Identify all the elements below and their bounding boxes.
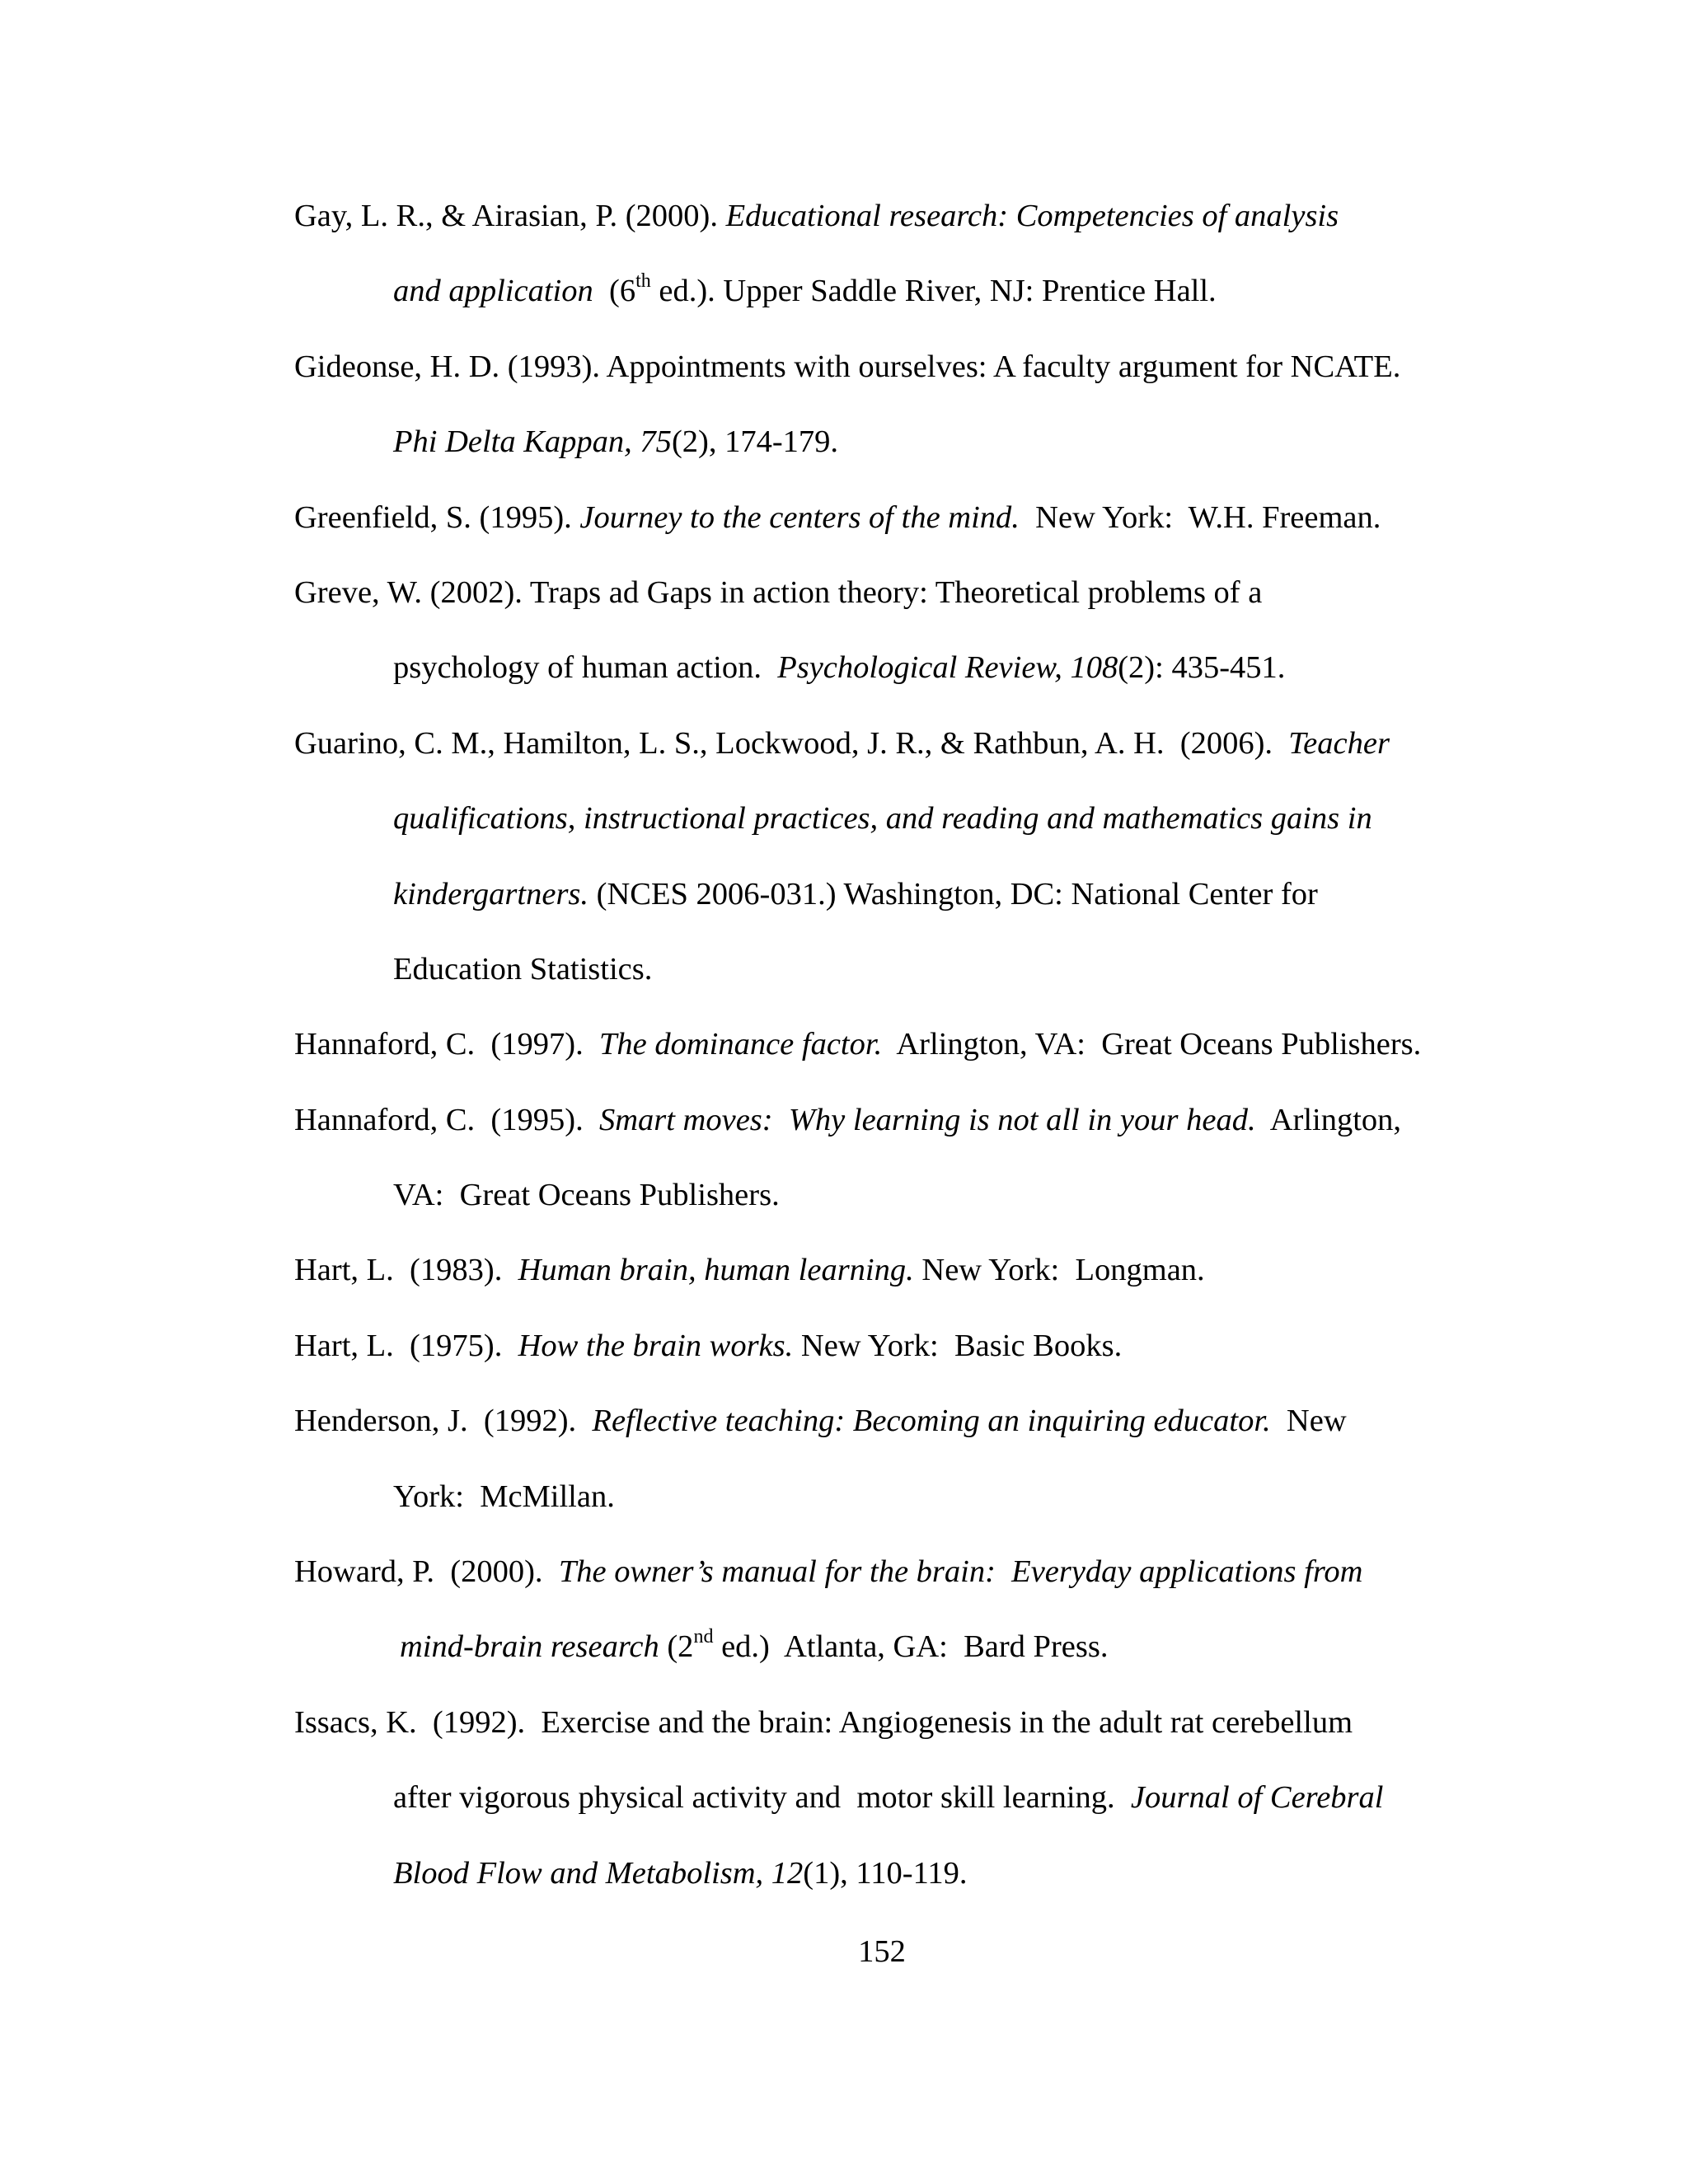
- reference-author: Hannaford, C. (1995).: [294, 1102, 599, 1137]
- reference-publisher: ed.) Atlanta, GA: Bard Press.: [713, 1629, 1109, 1665]
- reference-author: Henderson, J. (1992).: [294, 1404, 593, 1439]
- reference-edition: (2: [659, 1629, 694, 1665]
- reference-title: Reflective teaching: Becoming an inquiring educator.: [592, 1404, 1271, 1439]
- reference-publisher: Arlington,: [1255, 1102, 1402, 1137]
- reference-line: [294, 194, 1481, 269]
- reference-title: Journey to the centers of the mind.: [579, 499, 1020, 535]
- reference-journal: Blood Flow and Metabolism, 12: [393, 1855, 804, 1891]
- reference-pages: (1), 110-119.: [803, 1855, 968, 1891]
- reference-publisher: ed.). Upper Saddle River, NJ: Prentice Hall.: [650, 274, 1217, 309]
- reference-title: Human brain, human learning.: [518, 1253, 914, 1288]
- reference-line: [294, 345, 1481, 420]
- reference-text: Greve, W. (2002). Traps ad Gaps in action theory: Theoretical problems of a: [294, 574, 1263, 610]
- reference-pages: (2), 174-179.: [671, 424, 839, 460]
- reference-hart-1975: [294, 1324, 1481, 1399]
- reference-hannaford-1997: [294, 1023, 1481, 1098]
- reference-line: [294, 1475, 1481, 1550]
- reference-publisher: Education Statistics.: [393, 951, 653, 987]
- superscript: th: [635, 269, 651, 292]
- reference-title: psychology of human action.: [393, 650, 778, 686]
- reference-pages: (2): 435-451.: [1118, 650, 1286, 686]
- reference-gay: [294, 194, 1481, 345]
- reference-text: Gideonse, H. D. (1993). Appointments with ourselves: A faculty argument for NCATE.: [294, 349, 1401, 384]
- reference-line: [294, 1701, 1481, 1776]
- reference-publisher: New York: W.H. Freeman.: [1019, 499, 1381, 535]
- reference-title: The dominance factor.: [598, 1027, 883, 1062]
- reference-text: Issacs, K. (1992). Exercise and the brain: Angiogenesis in the adult rat cerebellum: [294, 1704, 1353, 1740]
- reference-title: Teacher: [1288, 725, 1390, 761]
- reference-publisher: (NCES 2006-031.) Washington, DC: National Center for: [588, 876, 1318, 912]
- reference-publisher: York: McMillan.: [393, 1479, 615, 1514]
- reference-line: [294, 1324, 1481, 1399]
- reference-author: Greenfield, S. (1995).: [294, 499, 580, 535]
- reference-title: How the brain works.: [518, 1328, 794, 1363]
- reference-line: [294, 1625, 1481, 1700]
- reference-line: [294, 722, 1481, 797]
- reference-line: [294, 1099, 1481, 1174]
- reference-author: Hannaford, C. (1997).: [294, 1027, 599, 1062]
- reference-title: kindergartners.: [393, 876, 589, 912]
- reference-howard: [294, 1550, 1481, 1701]
- reference-guarino: [294, 722, 1481, 1024]
- reference-line: [294, 873, 1481, 948]
- reference-hannaford-1995: [294, 1099, 1481, 1249]
- reference-line: [294, 420, 1481, 495]
- reference-line: [294, 797, 1481, 872]
- reference-author: Gay, L. R., & Airasian, P. (2000).: [294, 199, 726, 233]
- reference-line: [294, 1249, 1481, 1324]
- reference-issacs: [294, 1701, 1481, 1927]
- reference-title: Educational research: Competencies of analysis: [725, 199, 1339, 233]
- reference-title: qualifications, instructional practices, and reading and mathematics gains in: [393, 801, 1372, 837]
- reference-title: after vigorous physical activity and motor skill learning.: [393, 1780, 1131, 1816]
- reference-journal: Journal of Cerebral: [1130, 1780, 1384, 1816]
- reference-publisher: New York: Longman.: [913, 1253, 1205, 1288]
- reference-title: Smart moves: Why learning is not all in your head.: [598, 1102, 1256, 1137]
- reference-title: and application: [393, 274, 593, 309]
- reference-line: [294, 571, 1481, 646]
- reference-line: [294, 496, 1481, 571]
- reference-author: Howard, P. (2000).: [294, 1554, 559, 1590]
- reference-author: Hart, L. (1975).: [294, 1328, 518, 1363]
- reference-hart-1983: [294, 1249, 1481, 1324]
- reference-henderson: [294, 1399, 1481, 1550]
- reference-list: [294, 194, 1481, 1927]
- reference-line: [294, 1550, 1481, 1625]
- reference-line: [294, 269, 1481, 344]
- page-number: 152: [858, 1934, 906, 1969]
- reference-publisher: VA: Great Oceans Publishers.: [393, 1178, 780, 1213]
- reference-publisher: New York: Basic Books.: [793, 1328, 1123, 1363]
- reference-gideonse: [294, 345, 1481, 496]
- reference-journal: Psychological Review, 108: [777, 650, 1118, 686]
- reference-title: mind-brain research: [400, 1629, 659, 1665]
- reference-greve: [294, 571, 1481, 722]
- superscript: nd: [693, 1625, 714, 1647]
- reference-publisher: Arlington, VA: Great Oceans Publishers.: [882, 1027, 1422, 1062]
- reference-line: [294, 1776, 1481, 1851]
- reference-greenfield: [294, 496, 1481, 571]
- reference-journal: Phi Delta Kappan, 75: [393, 424, 672, 460]
- reference-edition: (6: [593, 274, 636, 309]
- reference-author: Guarino, C. M., Hamilton, L. S., Lockwood, J. R., & Rathbun, A. H. (2006).: [294, 725, 1289, 761]
- reference-line: [294, 948, 1481, 1023]
- reference-line: [294, 1852, 1481, 1927]
- reference-line: [294, 646, 1481, 721]
- reference-publisher: New: [1270, 1404, 1347, 1439]
- reference-line: [294, 1023, 1481, 1098]
- reference-author: Hart, L. (1983).: [294, 1253, 518, 1288]
- reference-line: [294, 1399, 1481, 1474]
- reference-line: [294, 1174, 1481, 1249]
- reference-title: The owner’s manual for the brain: Everyday applications from: [558, 1554, 1363, 1590]
